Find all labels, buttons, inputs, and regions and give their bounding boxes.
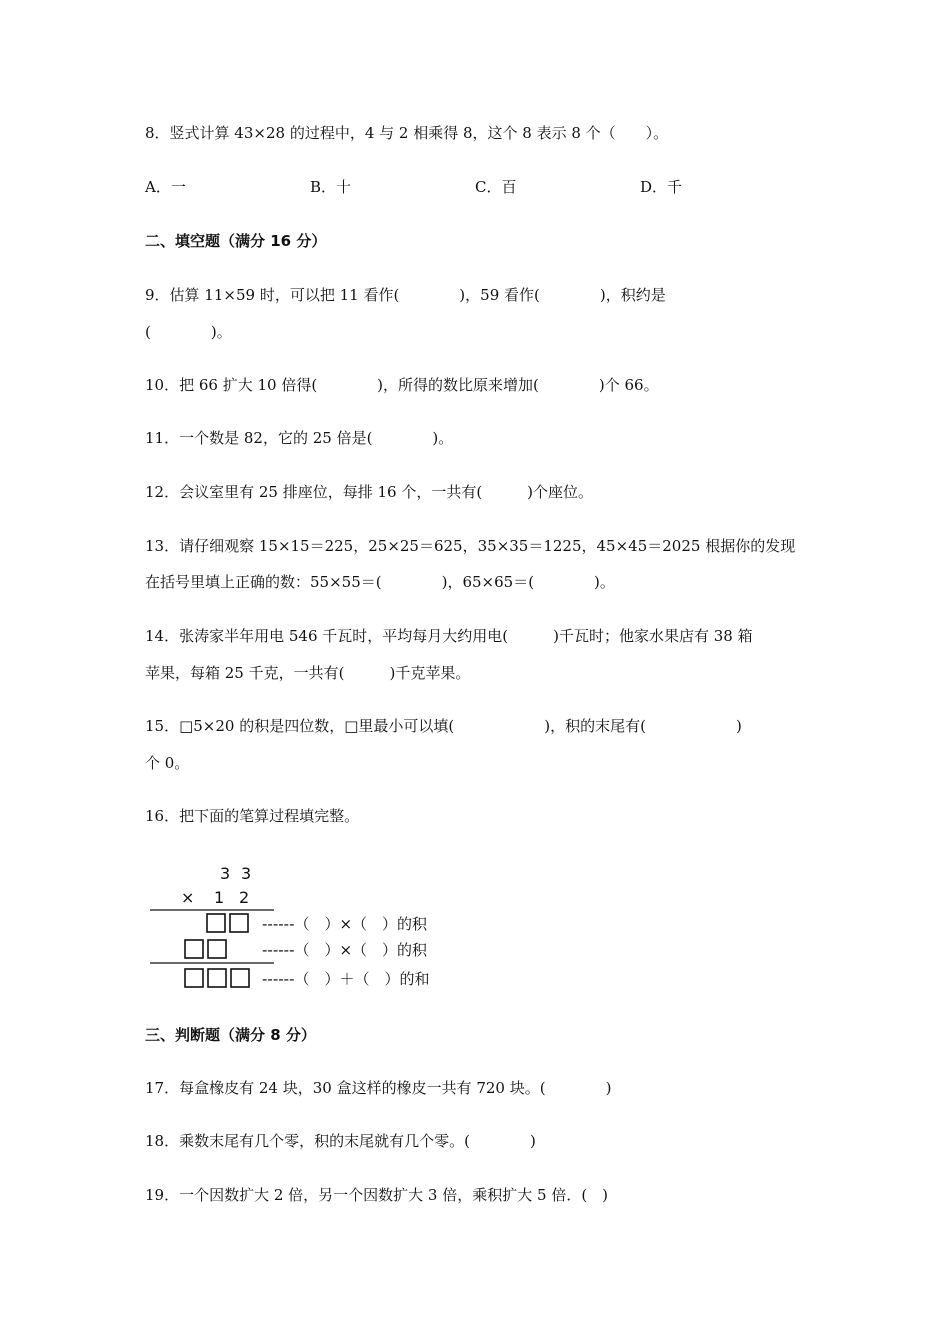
- row-1-label: ------（ ）×（ ）的积: [262, 915, 428, 933]
- question-9-line-2: ( )。: [145, 323, 232, 341]
- question-13-line-2: 在括号里填上正确的数：55×55＝( )，65×65＝( )。: [145, 573, 615, 591]
- question-14-line-1: 14．张涛家半年用电 546 千瓦时，平均每月大约用电( )千瓦时；他家水果店有 38 箱: [145, 627, 753, 645]
- top-digit-tens: 3: [220, 864, 231, 883]
- multiplication-diagram: [140, 858, 500, 998]
- q8-option-a: A．一: [145, 178, 186, 196]
- answer-box[interactable]: [208, 969, 226, 987]
- question-15-line-2: 个 0。: [145, 754, 190, 772]
- row-2-label: ------（ ）×（ ）的积: [262, 941, 428, 959]
- bottom-digit-ones: 2: [239, 888, 250, 907]
- question-19-text: 19．一个因数扩大 2 倍，另一个因数扩大 3 倍，乘积扩大 5 倍．( ): [145, 1186, 609, 1204]
- answer-box[interactable]: [207, 914, 225, 932]
- question-13-line-1: 13．请仔细观察 15×15＝225，25×25＝625，35×35＝1225，45×45＝2025 根据你的发现: [145, 537, 796, 555]
- section-2-title: 二、填空题（满分 16 分）: [145, 232, 327, 250]
- times-sign: ×: [181, 888, 195, 907]
- answer-box[interactable]: [185, 969, 203, 987]
- question-8-text: 8．竖式计算 43×28 的过程中，4 与 2 相乘得 8，这个 8 表示 8 个（ ）。: [145, 124, 669, 142]
- question-16-text: 16．把下面的笔算过程填完整。: [145, 807, 360, 825]
- q8-option-d: D．千: [640, 178, 683, 196]
- row-3-label: ------（ ）＋（ ）的和: [262, 970, 430, 988]
- answer-box[interactable]: [230, 914, 248, 932]
- section-3-title: 三、判断题（满分 8 分）: [145, 1026, 316, 1044]
- question-14-line-2: 苹果，每箱 25 千克，一共有( )千克苹果。: [145, 664, 471, 682]
- question-17-text: 17．每盒橡皮有 24 块，30 盒这样的橡皮一共有 720 块。( ): [145, 1079, 612, 1097]
- question-10-text: 10．把 66 扩大 10 倍得( )，所得的数比原来增加( )个 66。: [145, 376, 659, 394]
- question-11-text: 11．一个数是 82，它的 25 倍是( )。: [145, 429, 454, 447]
- top-digit-ones: 3: [241, 864, 252, 883]
- question-18-text: 18．乘数末尾有几个零，积的末尾就有几个零。( ): [145, 1132, 536, 1150]
- bottom-digit-tens: 1: [214, 888, 225, 907]
- q8-option-c: C．百: [475, 178, 517, 196]
- question-15-line-1: 15．□5×20 的积是四位数，□里最小可以填( )，积的末尾有( ): [145, 717, 742, 735]
- question-12-text: 12．会议室里有 25 排座位，每排 16 个，一共有( )个座位。: [145, 483, 594, 501]
- answer-box[interactable]: [185, 940, 203, 958]
- answer-box[interactable]: [208, 940, 226, 958]
- question-9-line-1: 9．估算 11×59 时，可以把 11 看作( )，59 看作( )，积约是: [145, 286, 666, 304]
- q8-option-b: B．十: [310, 178, 352, 196]
- answer-box[interactable]: [231, 969, 249, 987]
